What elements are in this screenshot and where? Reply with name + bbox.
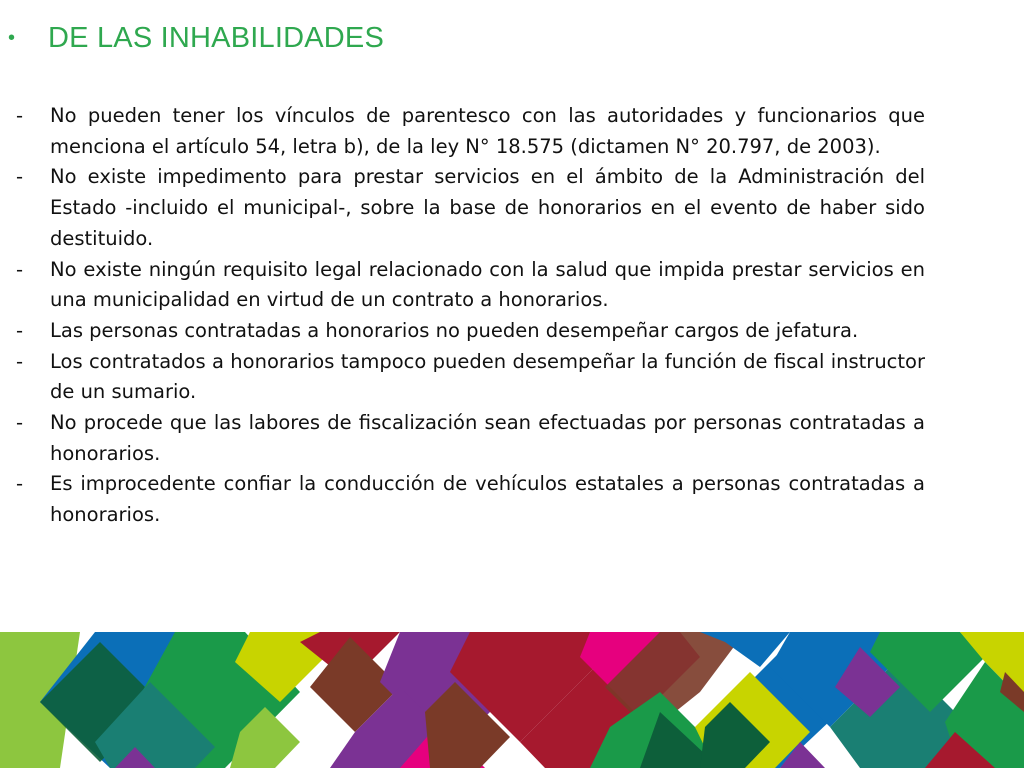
title-bullet: • (8, 27, 16, 49)
list-item (16, 408, 925, 469)
mosaic-shapes (0, 632, 1024, 768)
decorative-diamond-mosaic (0, 632, 1024, 768)
list-item (16, 469, 925, 530)
title-text: DE LAS INHABILIDADES (48, 22, 384, 54)
list-item-marker: - (16, 104, 24, 127)
inhabilidades-list (16, 101, 925, 531)
list-item-marker: - (16, 411, 24, 435)
list-item-text: Las personas contratadas a honorarios no pueden desempeñar cargos de jefatura. (50, 318, 859, 342)
slide-title (8, 22, 384, 55)
list-item-text: No existe ningún requisito legal relacionado con la salud que impida prestar servicios en una municipalidad en virtud de un contrato a honorarios. (50, 257, 925, 312)
list-item-marker: - (16, 472, 24, 496)
list-item (16, 347, 925, 408)
list-item-text: Es improcedente confiar la conducción de vehículos estatales a personas contratadas a honorarios. (50, 472, 925, 527)
list-item-marker: - (16, 165, 24, 189)
list-item-marker: - (16, 318, 24, 342)
list-item-text: No pueden tener los vínculos de parentesco con las autoridades y funcionarios que menciona el artículo 54, letra b), de la ley N° 18.575 (dictamen N° 20.797, de 2003). (50, 104, 925, 158)
list-item (16, 255, 925, 316)
list-item (16, 101, 925, 162)
list-item-text: Los contratados a honorarios tampoco pueden desempeñar la función de fiscal instructor de un sumario. (50, 349, 925, 404)
list-item (16, 162, 925, 254)
list-item-text: No procede que las labores de fiscalización sean efectuadas por personas contratadas a honorarios. (50, 411, 925, 465)
list-item (16, 316, 925, 347)
list-item-marker: - (16, 257, 24, 281)
list-item-text: No existe impedimento para prestar servicios en el ámbito de la Administración del Estado -incluido el municipal-, sobre la base de honorarios en el evento de haber sido destituido. (50, 165, 925, 250)
list-item-marker: - (16, 349, 24, 373)
